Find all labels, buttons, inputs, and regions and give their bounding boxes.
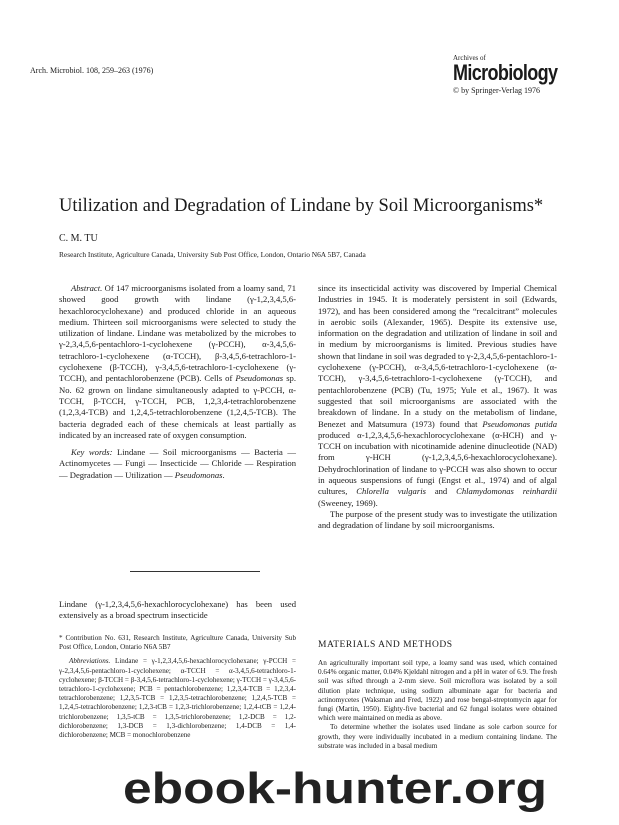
abbreviations-paragraph (59, 657, 296, 740)
abstract-text: Of 147 microorganisms isolated from a loamy sand, 71 showed good growth with lindane (γ-1,2,3,4,5,6-hexachlorocyclohexane) and produced chloride in an aqueous medium. Thirteen soil microorganisms were selected to study the utilization of lindane. Lindane was metabolized by the microbes to γ-2,3,4,5,6-pentachloro-1-cyclohexene (γ-PCCH), α-3,4,5,6-tetrachloro-1-cyclohexene (α-TCCH), β-3,4,5,6-tetrachloro-1-cyclohexene (β-TCCH), γ-3,4,5,6-tetrachloro-1-cyclohexene (γ-TCCH), and pentachlorobenzene (PCB). Cells of (59, 283, 296, 384)
abbreviations-text: Lindane = γ-1,2,3,4,5,6-hexachlorocyclohexane; γ-PCCH = γ-2,3,4,5,6-pentachloro-1-cyclohexene; α-TCCH = α-3,4,5,6-tetrachloro-1-cyclohexene; β-TCCH = β-3,4,5,6-tetrachloro-1-cyclohexene; γ-TCCH = γ-3,4,5,6-tetrachloro-1-cyclohexene; PCB = pentachlorobenzene; 1,2,3,4-TCB = 1,2,3,4-tetrachlorobenzene; 1,2,3,5-TCB = 1,2,3,5-tetrachlorobenzene; 1,2,4,5-TCB = 1,2,4,5-tetrachlorobenzene; 1,2,3-tCB = 1,2,3-trichlorobenzene; 1,2,4-tCB = 1,2,4-trichlorobenzene; 1,3,5-tCB = 1,3,5-trichlorobenzene; 1,2-DCB = 1,2-dichlorobenzene; 1,3-DCB = 1,3-dichlorobenzene; 1,4-DCB = 1,4-dichlorobenzene; MCB = monochlorobenzene (59, 657, 296, 740)
keywords-label: Key words: (71, 447, 113, 458)
section-heading: MATERIALS AND METHODS (318, 640, 453, 650)
abstract-italic: Pseudomonas (235, 373, 284, 384)
intro-p1-a: since its insecticidal activity was discovered by Imperial Chemical Industries in 1945. It is moderately persistent in soil (Edwards, 1972), and has been considered among the “recalcitrant” molecules in aerobic soils (Alexander, 1965). Despite its extensive use, information on the degradation and utilization of lindane in soil and in medium by microorganisms is limited. Previous studies have shown that lindane in soil was degraded to γ-2,3,4,5,6-pentachloro-1-cyclohexene (γ-PCCH), α-3,4,5,6-tetrachloro-1-cyclohexene (α-TCCH), γ-3,4,5,6-tetrachloro-1-cyclohexene (γ-TCCH), and pentachlorobenzene (PCB) (Tu, 1975; Yule et al., 1967). It was suggested that soil microorganisms are associated with the breakdown of lindane. In a study on the metabolism of lindane, Benezet and Matsumura (1973) found that (318, 283, 557, 429)
methods-paragraph-1: An agriculturally important soil type, a loamy sand was used, which contained 0.64% organic matter, 0.04% Kjeldahl nitrogen and a pH in water of 6.9. The fresh soil was sifted through a 2-mm sieve. Soil microflora was isolated by a soil dilution plate technique, using sodium albuminate agar for bacteria and actinomycetes (Waksman and Fred, 1922) and rose bengal-streptomycin agar for fungi (Martin, 1950). Eighty-five bacterial and 62 fungal isolates were obtained which were maintained on media as above. (318, 659, 557, 723)
keywords-text: Lindane — Soil microorganisms — Bacteria — Actinomycetes — Fungi — Insecticide — Chloride — Respiration — Degradation — Utilization — (59, 447, 296, 480)
journal-archives-label: Archives of (453, 54, 486, 62)
intro-p1-species-3: Chlamydomonas reinhardii (456, 486, 557, 497)
watermark (120, 757, 550, 819)
author-name: C. M. TU (59, 233, 98, 244)
footnotes (59, 634, 296, 740)
keywords-paragraph (59, 447, 296, 481)
journal-name: Microbiology (453, 60, 558, 85)
copyright-line: © by Springer-Verlag 1976 (453, 86, 541, 95)
abbreviations-label: Abbreviations. (69, 657, 111, 666)
author-affiliation: Research Institute, Agriculture Canada, University Sub Post Office, London, Ontario N6A 5B7, Canada (59, 250, 366, 259)
keywords-italic: Pseudomonas (174, 469, 223, 480)
abstract-label: Abstract. (71, 283, 103, 293)
journal-citation: Arch. Microbiol. 108, 259–263 (1976) (30, 66, 154, 75)
intro-p1-c: and (425, 486, 457, 497)
article-title: Utilization and Degradation of Lindane by Soil Microorganisms* (59, 196, 544, 216)
intro-column (318, 283, 557, 532)
intro-paragraph-2: The purpose of the present study was to investigate the utilization and degradation of lindane by soil microorganisms. (318, 508, 557, 531)
abstract-paragraph (59, 283, 296, 441)
intro-paragraph-1 (318, 283, 557, 509)
journal-logo (453, 54, 573, 95)
methods-text (318, 659, 557, 751)
keywords-end: . (222, 469, 225, 480)
abstract-column (59, 283, 296, 481)
intro-start (59, 599, 296, 622)
abstract-text-2: sp. No. 62 grown on lindane simultaneously adapted to γ-PCCH, α-TCCH, β-TCCH, γ-TCCH, PCB, 1,2,3,4-tetrachlorobenzene (1,2,3,4-TCB) and 1,2,4,5-tetrachlorobenzene (1,2,4,5-TCB). The bacteria degraded each of these chemicals at least partially as indicated by an increased rate of oxygen consumption. (59, 373, 296, 440)
section-divider (130, 571, 260, 572)
intro-p1-b: produced α-1,2,3,4,5,6-hexachlorocyclohexane (α-HCH) and γ-TCCH on incubation with nicotinamide adenine dinucleotide (NAD) from γ-HCH (γ-1,2,3,4,5,6-hexachlorocyclohexane). Dehydrochlorination of lindane to γ-PCCH was also shown to occur in aqueous suspensions of fungi (Engst et al., 1974) and of algal cultures, (318, 429, 557, 497)
watermark-text: ebook-hunter.org (123, 764, 547, 813)
intro-p1-d: (Sweeney, 1969). (318, 497, 378, 508)
intro-text: Lindane (γ-1,2,3,4,5,6-hexachlorocyclohexane) has been used extensively as a broad spectrum insecticide (59, 599, 296, 621)
intro-p1-species-1: Pseudomonas putida (482, 418, 557, 429)
contribution-footnote: * Contribution No. 631, Research Institute, Agriculture Canada, University Sub Post Office, London, Ontario N6A 5B7 (59, 634, 296, 652)
methods-paragraph-2: To determine whether the isolates used lindane as sole carbon source for growth, they were individually incubated in a medium containing lindane. The substrate was included in a basal medium (318, 723, 557, 750)
intro-p1-species-2: Chlorella vulgaris (356, 486, 426, 497)
